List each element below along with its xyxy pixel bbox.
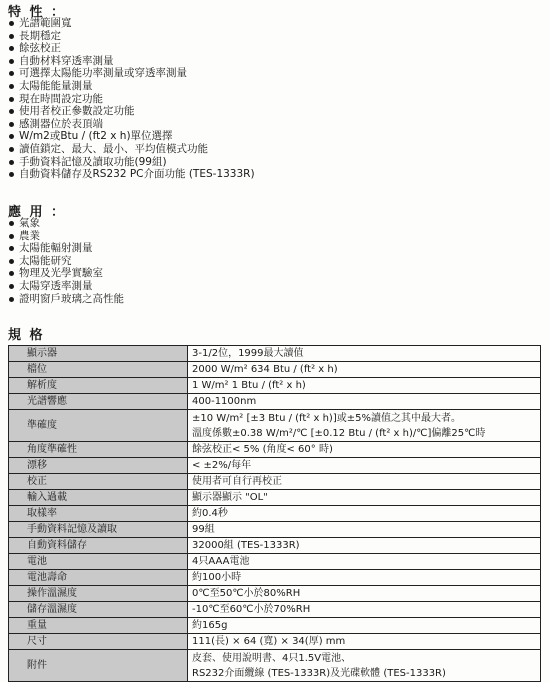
spec-row (9, 442, 541, 458)
application-item: 物理及光學實驗室 (8, 267, 124, 280)
spec-value-line: 2000 W/m² 634 Btu / (ft² x h) (192, 364, 338, 375)
feature-item: 光譜範圍寬 (8, 17, 255, 30)
spec-label: 漂移 (9, 458, 188, 474)
spec-label: 手動資料記憶及讀取 (9, 522, 188, 538)
spec-label: 儲存溫濕度 (9, 602, 188, 618)
spec-row (9, 490, 541, 506)
spec-row (9, 602, 541, 618)
spec-value (188, 538, 541, 554)
spec-value (188, 442, 541, 458)
spec-value-line: 0℃至50℃小於80%RH (192, 588, 301, 599)
spec-row (9, 522, 541, 538)
spec-value (188, 634, 541, 650)
spec-label: 自動資料儲存 (9, 538, 188, 554)
spec-value (188, 602, 541, 618)
spec-value-line: 3-1/2位，1999最大讀值 (192, 348, 304, 359)
spec-value (188, 490, 541, 506)
spec-value-line: 約165g (192, 620, 228, 631)
spec-value (188, 394, 541, 410)
spec-value (188, 522, 541, 538)
spec-label: 電池壽命 (9, 570, 188, 586)
spec-value-line: ±10 W/m² [±3 Btu / (ft² x h)]或±5%讀值之其中最大者。 (192, 412, 461, 424)
application-item: 證明窗戶玻璃之高性能 (8, 293, 124, 306)
spec-value-line: 32000組 (TES-1333R) (192, 540, 300, 551)
spec-row (9, 554, 541, 570)
spec-value-line: -10℃至60℃小於70%RH (192, 604, 311, 615)
feature-item: 使用者校正參數設定功能 (8, 105, 255, 118)
spec-row (9, 346, 541, 362)
spec-label: 取樣率 (9, 506, 188, 522)
spec-value (188, 378, 541, 394)
applications-heading: 應 用 ： (8, 205, 67, 220)
feature-item: W/m2或Btu / (ft2 x h)單位選擇 (8, 130, 255, 143)
spec-row (9, 618, 541, 634)
spec-value (188, 474, 541, 490)
features-heading: 特 性 ： (8, 5, 67, 20)
spec-value-line: < ±2%/每年 (192, 460, 252, 471)
spec-value (188, 650, 541, 682)
spec-label: 顯示器 (9, 346, 188, 362)
spec-value (188, 362, 541, 378)
spec-label: 解析度 (9, 378, 188, 394)
spec-label: 尺寸 (9, 634, 188, 650)
feature-item: 讀值鎖定、最大、最小、平均值模式功能 (8, 143, 255, 156)
spec-label: 重量 (9, 618, 188, 634)
spec-row (9, 458, 541, 474)
feature-item: 感測器位於表頂端 (8, 118, 255, 131)
spec-label: 準確度 (9, 410, 188, 442)
spec-value (188, 618, 541, 634)
application-item: 太陽能輻射測量 (8, 242, 124, 255)
feature-item: 長期穩定 (8, 30, 255, 43)
spec-value-line: 99組 (192, 524, 215, 535)
spec-value-line: RS232介面纜線 (TES-1333R)及光碟軟體 (TES-1333R) (192, 667, 446, 679)
spec-value-line: 顯示器顯示 "OL" (192, 492, 268, 503)
specs-heading: 規 格 (8, 328, 45, 343)
spec-row (9, 650, 541, 682)
spec-label: 校正 (9, 474, 188, 490)
spec-value-line: 皮套、使用說明書、4只1.5V電池、 (192, 652, 352, 664)
feature-item: 現在時間設定功能 (8, 93, 255, 106)
spec-value (188, 458, 541, 474)
spec-value-line: 400-1100nm (192, 396, 257, 407)
application-item: 氣象 (8, 217, 124, 230)
spec-row (9, 394, 541, 410)
spec-value-line: 1 W/m² 1 Btu / (ft² x h) (192, 380, 306, 391)
spec-value-line: 4只AAA電池 (192, 556, 250, 567)
spec-value-line: 溫度係數±0.38 W/m²/℃ [±0.12 Btu / (ft² x h)/℃]偏離25℃時 (192, 427, 486, 439)
spec-value (188, 570, 541, 586)
spec-row (9, 410, 541, 442)
feature-item: 手動資料記憶及讀取功能(99組) (8, 156, 255, 169)
spec-label: 電池 (9, 554, 188, 570)
feature-item: 餘弦校正 (8, 42, 255, 55)
feature-item: 太陽能能量測量 (8, 80, 255, 93)
spec-value-line: 使用者可自行再校正 (192, 476, 282, 487)
feature-item: 自動材料穿透率測量 (8, 55, 255, 68)
applications-list (8, 217, 124, 305)
spec-value (188, 410, 541, 442)
spec-value (188, 554, 541, 570)
feature-item: 自動資料儲存及RS232 PC介面功能 (TES-1333R) (8, 168, 255, 181)
spec-row (9, 634, 541, 650)
spec-value-line: 約100小時 (192, 572, 242, 583)
spec-label: 檔位 (9, 362, 188, 378)
spec-value-line: 約0.4秒 (192, 508, 228, 519)
spec-row (9, 362, 541, 378)
application-item: 太陽能研究 (8, 255, 124, 268)
application-item: 農業 (8, 230, 124, 243)
application-item: 太陽穿透率測量 (8, 280, 124, 293)
spec-row (9, 506, 541, 522)
spec-table (8, 345, 541, 682)
feature-item: 可選擇太陽能功率測量或穿透率測量 (8, 67, 255, 80)
spec-row (9, 378, 541, 394)
spec-label: 角度準確性 (9, 442, 188, 458)
spec-label: 輸入過載 (9, 490, 188, 506)
spec-row (9, 570, 541, 586)
spec-value (188, 506, 541, 522)
spec-label: 光譜響應 (9, 394, 188, 410)
spec-label: 附件 (9, 650, 188, 682)
spec-value (188, 346, 541, 362)
spec-value-line: 餘弦校正< 5% (角度< 60° 時) (192, 444, 333, 455)
spec-label: 操作溫濕度 (9, 586, 188, 602)
spec-row (9, 474, 541, 490)
features-list (8, 17, 255, 181)
spec-value-line: 111(長) × 64 (寬) × 34(厚) mm (192, 636, 346, 647)
spec-value (188, 586, 541, 602)
spec-row (9, 586, 541, 602)
spec-row (9, 538, 541, 554)
